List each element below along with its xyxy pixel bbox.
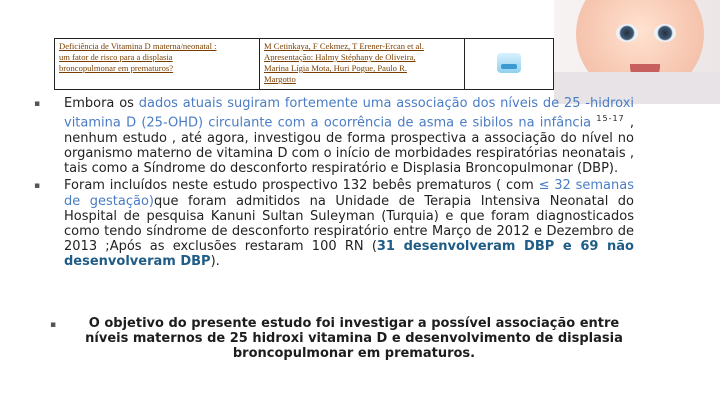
baby-eye-right: [654, 24, 676, 42]
authors-link[interactable]: M Cetinkaya, F Cekmez, T Erener-Ercan et al. Apresentação: Halmy Stéphany de Oliveira, Marina Lígia Mota, Huri Pogue, Paulo R. Margotto: [264, 41, 424, 84]
objective-item: [40, 316, 640, 361]
authors-cell: [260, 39, 465, 90]
objective-list: [40, 316, 640, 361]
article-title-link[interactable]: Deficiência de Vitamina D materna/neonatal : um fator de risco para a displasia broncopulmonar em prematuros?: [59, 41, 217, 73]
slide-thumbnail-icon[interactable]: [497, 53, 521, 73]
bullet-item: ▪ Foram incluídos neste estudo prospectivo 132 bebês prematuros ( com ≤ 32 semanas de gestação)que foram admitidos na Unidade de Terapia Intensiva Neonatal do Hospital de pesquisa Kanuni Sultan Suleyman (Turquia) e que foram diagnosticados como tendo síndrome de desconforto respiratório entre Março de 2012 e Dezembro de 2013 ;Após as exclusões restaram 100 RN (31 desenvolveram DBP e 69 não desenvolveram DBP).: [34, 178, 635, 270]
article-title-cell: [55, 39, 260, 90]
objective-text: O objetivo do presente estudo foi investigar a possível associação entre níveis maternos de 25 hidroxi vitamina D e desenvolvimento de displasia broncopulmonar em prematuros.: [85, 316, 623, 361]
result-highlight: 31 desenvolveram DBP e 69 não desenvolveram DBP: [64, 239, 634, 270]
bullet-item: ▪ Embora os dados atuais sugiram fortemente uma associação dos níveis de 25 -hidroxi vitamina D (25-OHD) circulante com a ocorrência de asma e sibilos na infância $^{15-17}$ , nenhum estudo , até agora, investigou de forma prospectiva a associação do nível no organismo materno de vitamina D com o início de morbidades respiratórias neonatais , tais como a Síndrome do desconforto respiratório e Displasia Broncopulmonar (DBP).: [34, 96, 635, 177]
reference-superscript: 15-17: [596, 114, 625, 124]
bullet-icon: ▪: [34, 99, 41, 109]
bullet-icon: ▪: [50, 320, 57, 330]
thumbnail-cell: [465, 39, 554, 90]
highlight-text: dados atuais sugiram fortemente uma associação dos níveis de 25 -hidroxi vitamina D (25-OHD) circulante com a ocorrência de asma e sibilos na infância: [64, 96, 634, 131]
bullet-list: [34, 96, 634, 270]
baby-eye-left: [616, 24, 638, 42]
baby-photo: [554, 0, 720, 104]
highlight-text: ≤ 32 semanas de gestação): [64, 178, 634, 209]
bullet-icon: ▪: [34, 181, 41, 192]
header-table: [54, 38, 554, 90]
